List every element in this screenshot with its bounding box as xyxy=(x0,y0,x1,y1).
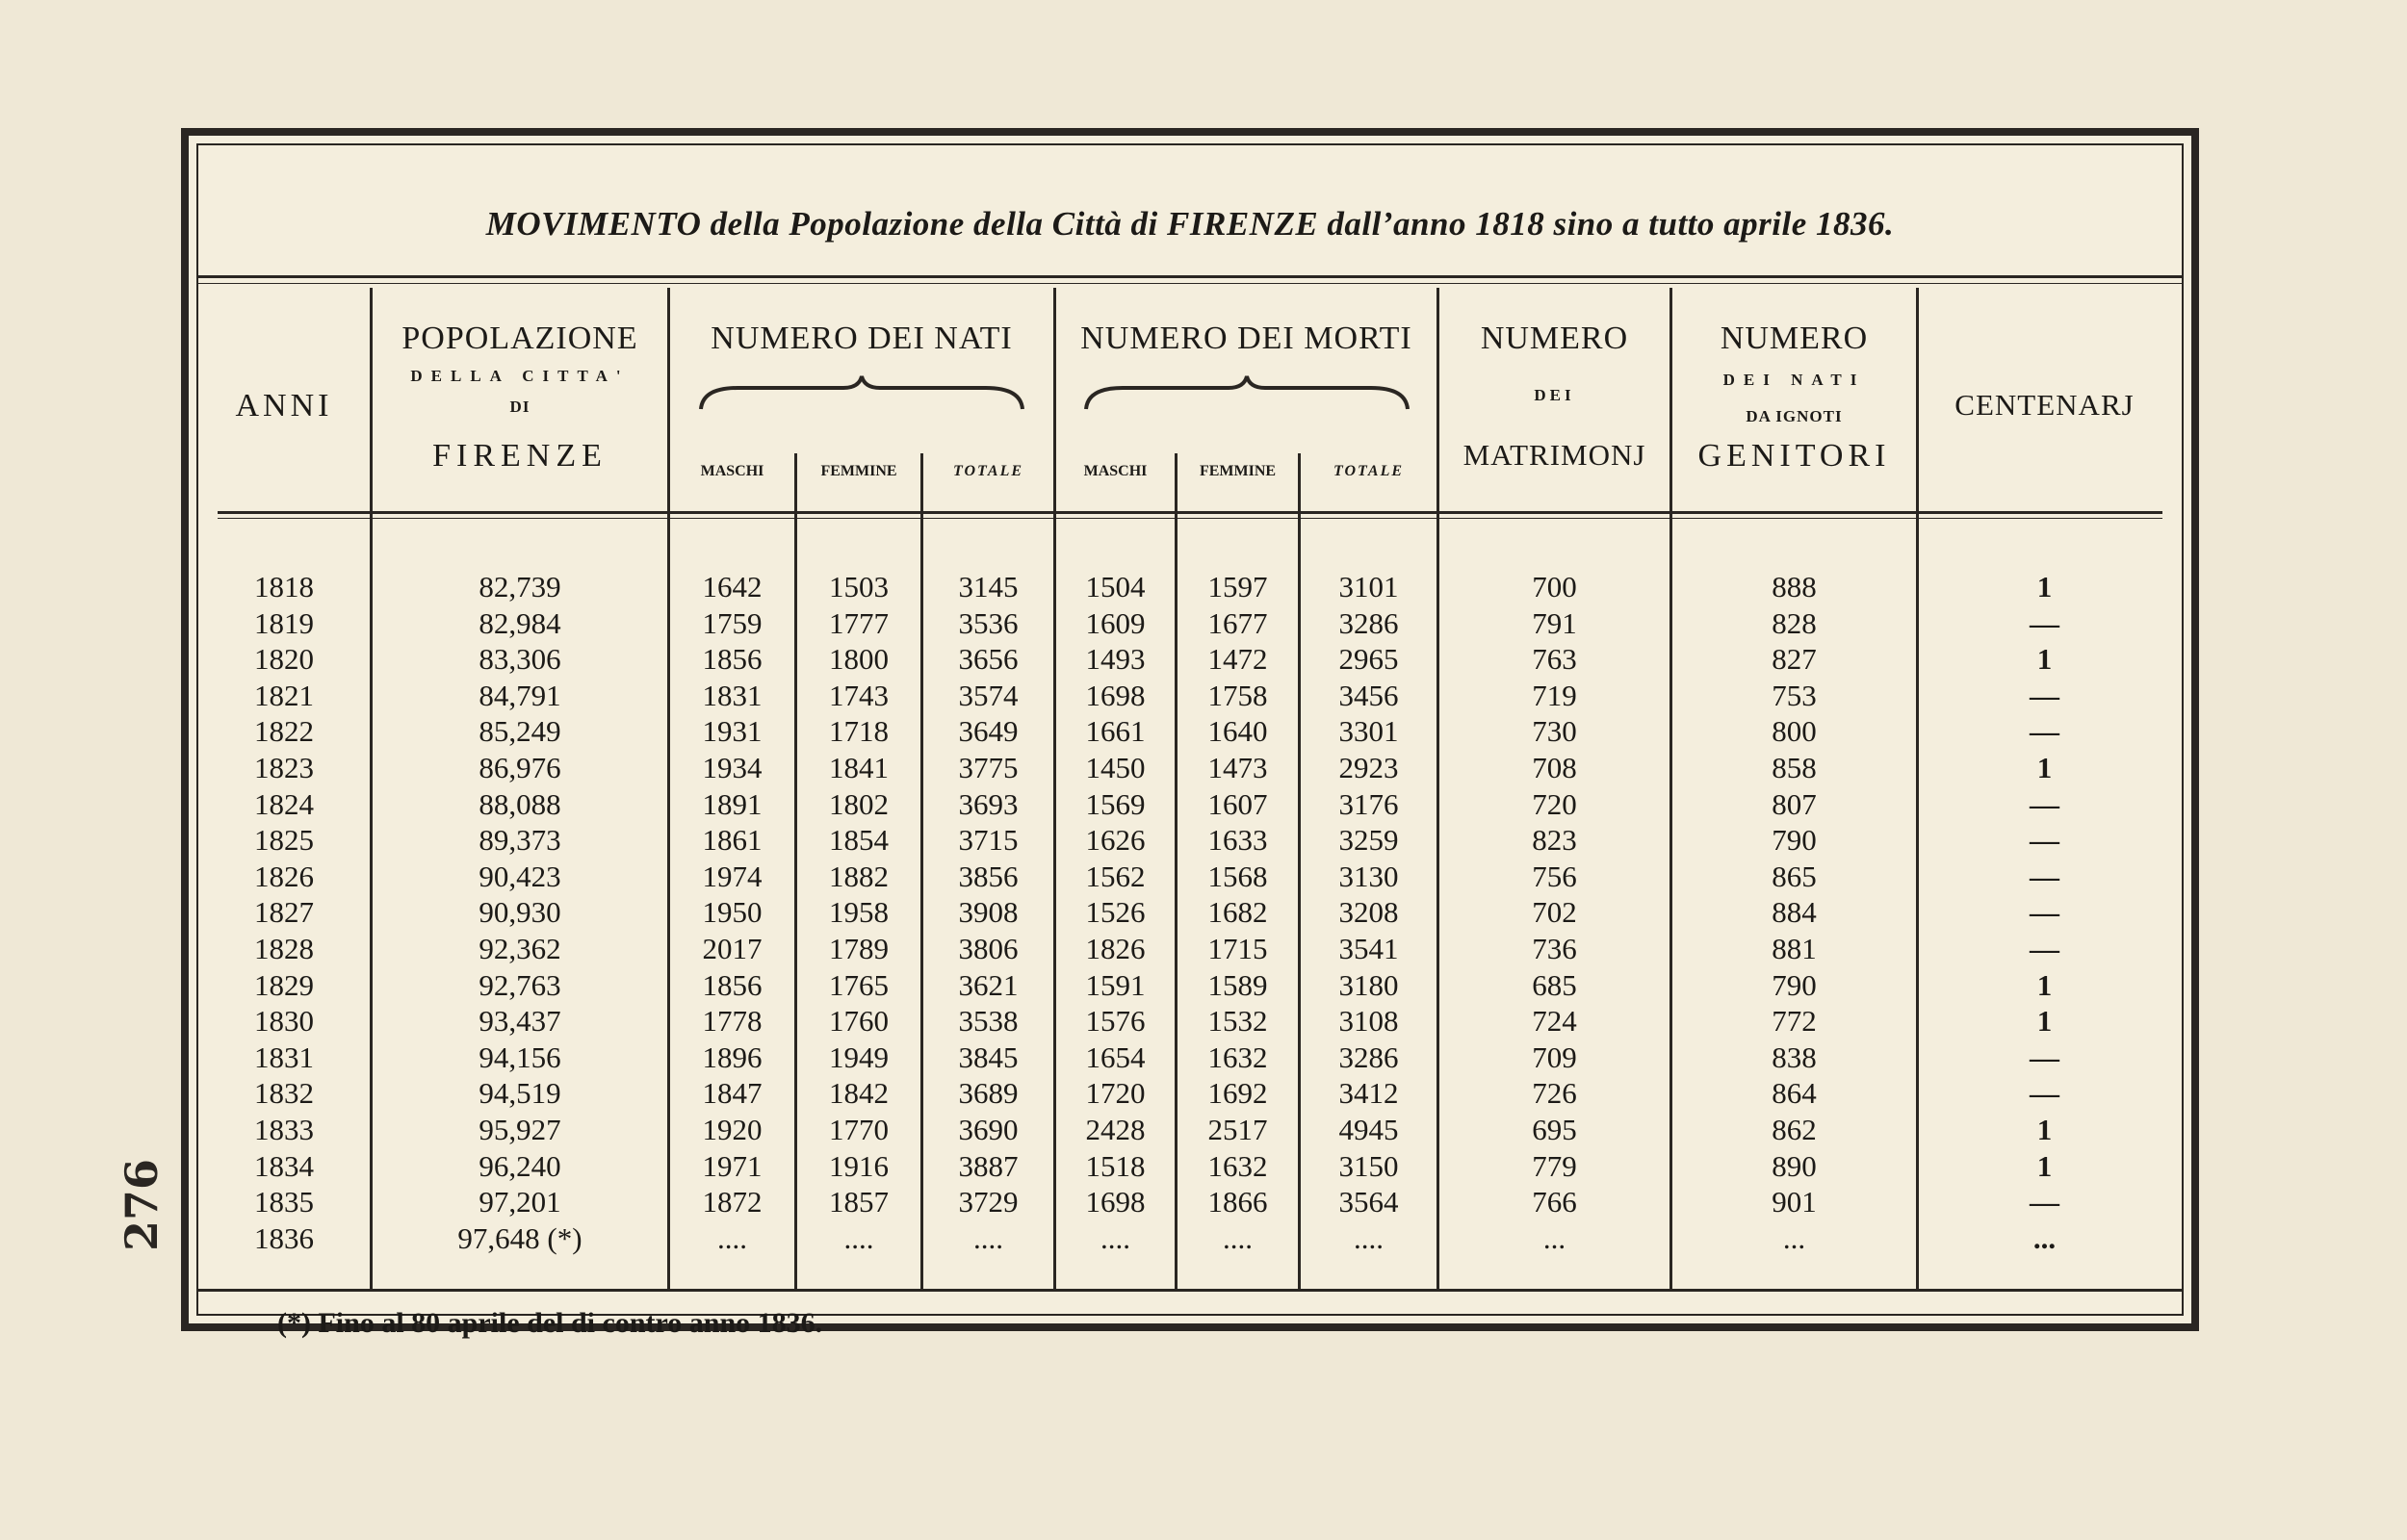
cell-nf: 1857 xyxy=(829,1185,889,1219)
cell-nm: 1872 xyxy=(702,1185,763,1219)
cell-ign: 865 xyxy=(1772,859,1817,893)
header-nati: NUMERO DEI NATI xyxy=(711,321,1013,356)
cell-matr: 779 xyxy=(1532,1148,1577,1183)
cell-mt: 3541 xyxy=(1338,932,1399,965)
table-title: MOVIMENTO della Popolazione della Città di FIRENZE dall’anno 1818 sino a tutto aprile 1836. xyxy=(485,205,1895,243)
cell-nt: 3649 xyxy=(958,714,1019,749)
cell-nt: 3690 xyxy=(958,1113,1019,1146)
cell-mt: 2923 xyxy=(1338,751,1399,784)
cell-mt: 3108 xyxy=(1338,1004,1399,1039)
cell-nm: 1934 xyxy=(702,751,763,784)
header-matrimoni-3: MATRIMONJ xyxy=(1462,438,1646,472)
cell-nf: 1958 xyxy=(829,895,889,930)
cell-nf: 1789 xyxy=(829,932,889,965)
cell-pop: 84,791 xyxy=(479,678,561,712)
cell-mm: 1720 xyxy=(1085,1076,1146,1111)
cell-pop: 86,976 xyxy=(479,751,561,784)
table-row xyxy=(198,822,2170,858)
header-popolazione-1: POPOLAZIONE xyxy=(401,321,638,356)
cell-nt: 3656 xyxy=(958,642,1019,677)
table-row xyxy=(198,1040,2170,1075)
cell-mm: 2428 xyxy=(1085,1113,1146,1146)
cell-mf: 2517 xyxy=(1207,1113,1268,1146)
cell-cen: 1 xyxy=(2036,642,2053,677)
cell-nt: 3145 xyxy=(958,570,1019,603)
cell-mm: 1609 xyxy=(1085,605,1146,640)
cell-cen: — xyxy=(2030,859,2059,893)
cell-pop: 92,362 xyxy=(479,932,561,965)
cell-ign: ... xyxy=(1782,1220,1806,1255)
cell-anno: 1835 xyxy=(254,1185,314,1219)
cell-nm: 1891 xyxy=(702,786,763,821)
title-rule xyxy=(198,275,2182,278)
cell-mt: .... xyxy=(1354,1220,1384,1255)
cell-mm: 1569 xyxy=(1085,786,1146,821)
cell-cen: — xyxy=(2030,678,2059,712)
cell-mf: 1633 xyxy=(1207,823,1268,858)
cell-pop: 95,927 xyxy=(479,1113,561,1146)
cell-cen: — xyxy=(2030,786,2059,821)
cell-nt: 3806 xyxy=(958,932,1019,965)
cell-matr: 791 xyxy=(1532,605,1577,640)
cell-nm: 1778 xyxy=(702,1004,763,1039)
cell-mt: 3286 xyxy=(1338,1040,1399,1074)
cell-ign: 881 xyxy=(1772,932,1817,965)
cell-matr: 823 xyxy=(1532,823,1577,858)
cell-nm: 1861 xyxy=(702,823,763,858)
cell-cen: — xyxy=(2030,714,2059,749)
cell-mf: 1632 xyxy=(1207,1148,1268,1183)
cell-anno: 1818 xyxy=(254,570,314,603)
cell-ign: 753 xyxy=(1772,678,1817,712)
cell-mt: 3412 xyxy=(1338,1076,1399,1111)
cell-nt: 3621 xyxy=(958,967,1019,1002)
cell-mf: 1607 xyxy=(1207,786,1268,821)
cell-pop: 90,423 xyxy=(479,859,561,893)
cell-matr: 730 xyxy=(1532,714,1577,749)
cell-nf: 1854 xyxy=(829,823,889,858)
cell-nf: 1949 xyxy=(829,1040,889,1074)
cell-mf: 1589 xyxy=(1207,967,1268,1002)
cell-pop: 82,739 xyxy=(479,570,561,603)
header-morti-totale: TOTALE xyxy=(1333,463,1405,479)
cell-nt: 3536 xyxy=(958,605,1019,640)
cell-mf: 1568 xyxy=(1207,859,1268,893)
cell-nf: .... xyxy=(843,1220,874,1255)
cell-ign: 838 xyxy=(1772,1040,1817,1074)
cell-pop: 89,373 xyxy=(479,823,561,858)
cell-mf: 1472 xyxy=(1207,642,1268,677)
bottom-rule xyxy=(198,1289,2182,1292)
header-ignoti-4: GENITORI xyxy=(1697,438,1891,474)
cell-pop: 93,437 xyxy=(479,1004,561,1039)
header-morti-femmine: FEMMINE xyxy=(1199,463,1277,479)
brace-nati xyxy=(699,374,1024,413)
cell-cen: 1 xyxy=(2036,1113,2053,1146)
title-rule-2 xyxy=(198,283,2182,284)
cell-anno: 1833 xyxy=(254,1113,314,1146)
cell-mm: 1450 xyxy=(1085,751,1146,784)
header-ignoti-2: DEI NATI xyxy=(1722,371,1866,389)
cell-cen: 1 xyxy=(2036,751,2053,784)
cell-mm: 1504 xyxy=(1085,570,1146,603)
header-morti-maschi: MASCHI xyxy=(1083,463,1148,479)
cell-ign: 807 xyxy=(1772,786,1817,821)
table-row xyxy=(198,1003,2170,1039)
cell-mf: 1677 xyxy=(1207,605,1268,640)
table-row xyxy=(198,786,2170,822)
cell-nm: .... xyxy=(717,1220,747,1255)
cell-pop: 82,984 xyxy=(479,605,561,640)
table-row xyxy=(198,1184,2170,1219)
cell-mf: 1682 xyxy=(1207,895,1268,930)
cell-nt: 3887 xyxy=(958,1148,1019,1183)
cell-nm: 1759 xyxy=(702,605,763,640)
table-row xyxy=(198,859,2170,894)
cell-nf: 1882 xyxy=(829,859,889,893)
cell-matr: 726 xyxy=(1532,1076,1577,1111)
table-row xyxy=(198,605,2170,641)
header-anni: ANNI xyxy=(235,388,333,424)
cell-nt: 3574 xyxy=(958,678,1019,712)
table-row xyxy=(198,1148,2170,1184)
header-morti: NUMERO DEI MORTI xyxy=(1080,321,1412,356)
cell-cen: — xyxy=(2030,823,2059,858)
cell-mm: 1654 xyxy=(1085,1040,1146,1074)
cell-anno: 1824 xyxy=(254,786,314,821)
cell-pop: 83,306 xyxy=(479,642,561,677)
cell-pop: 96,240 xyxy=(479,1148,561,1183)
cell-cen: 1 xyxy=(2036,1004,2053,1039)
header-rule xyxy=(218,511,2162,514)
cell-cen: — xyxy=(2030,1185,2059,1219)
cell-mm: 1591 xyxy=(1085,967,1146,1002)
header-nati-maschi: MASCHI xyxy=(700,463,764,479)
page-number: 276 xyxy=(116,1158,168,1251)
cell-cen: ... xyxy=(2032,1220,2057,1255)
cell-mm: 1698 xyxy=(1085,678,1146,712)
cell-nf: 1916 xyxy=(829,1148,889,1183)
table-row xyxy=(198,750,2170,785)
cell-nf: 1765 xyxy=(829,967,889,1002)
header-popolazione-4: FIRENZE xyxy=(432,438,608,474)
cell-mm: 1826 xyxy=(1085,932,1146,965)
cell-mt: 3286 xyxy=(1338,605,1399,640)
cell-anno: 1825 xyxy=(254,823,314,858)
header-ignoti-1: NUMERO xyxy=(1720,321,1869,356)
cell-mf: 1597 xyxy=(1207,570,1268,603)
cell-mt: 4945 xyxy=(1338,1113,1399,1146)
table-row xyxy=(198,1075,2170,1111)
cell-nf: 1800 xyxy=(829,642,889,677)
cell-nt: 3715 xyxy=(958,823,1019,858)
cell-anno: 1827 xyxy=(254,895,314,930)
footnote: (*) Fino al 80 aprile del di contro anno 1836. xyxy=(277,1307,823,1339)
cell-mt: 3208 xyxy=(1338,895,1399,930)
cell-matr: 709 xyxy=(1532,1040,1577,1074)
cell-anno: 1830 xyxy=(254,1004,314,1039)
cell-ign: 862 xyxy=(1772,1113,1817,1146)
cell-pop: 88,088 xyxy=(479,786,561,821)
table-row xyxy=(198,641,2170,677)
cell-cen: — xyxy=(2030,1076,2059,1111)
cell-matr: 695 xyxy=(1532,1113,1577,1146)
cell-nm: 1847 xyxy=(702,1076,763,1111)
brace-morti xyxy=(1084,374,1410,413)
cell-mt: 3259 xyxy=(1338,823,1399,858)
cell-cen: 1 xyxy=(2036,1148,2053,1183)
header-popolazione-2: DELLA CITTA' xyxy=(410,367,630,385)
cell-matr: 702 xyxy=(1532,895,1577,930)
cell-mt: 3130 xyxy=(1338,859,1399,893)
cell-matr: 766 xyxy=(1532,1185,1577,1219)
cell-nt: 3729 xyxy=(958,1185,1019,1219)
cell-nf: 1503 xyxy=(829,570,889,603)
cell-mf: 1640 xyxy=(1207,714,1268,749)
cell-pop: 97,201 xyxy=(479,1185,561,1219)
table-row xyxy=(198,1112,2170,1147)
cell-mm: 1493 xyxy=(1085,642,1146,677)
cell-mm: 1518 xyxy=(1085,1148,1146,1183)
cell-anno: 1829 xyxy=(254,967,314,1002)
cell-cen: — xyxy=(2030,895,2059,930)
cell-cen: 1 xyxy=(2036,570,2053,603)
cell-mf: 1866 xyxy=(1207,1185,1268,1219)
cell-nt: .... xyxy=(973,1220,1003,1255)
cell-mm: 1562 xyxy=(1085,859,1146,893)
cell-ign: 890 xyxy=(1772,1148,1817,1183)
cell-ign: 772 xyxy=(1772,1004,1817,1039)
cell-mm: 1626 xyxy=(1085,823,1146,858)
cell-cen: — xyxy=(2030,932,2059,965)
cell-cen: 1 xyxy=(2036,967,2053,1002)
cell-anno: 1822 xyxy=(254,714,314,749)
cell-ign: 858 xyxy=(1772,751,1817,784)
cell-mm: 1698 xyxy=(1085,1185,1146,1219)
cell-mf: 1532 xyxy=(1207,1004,1268,1039)
table-row xyxy=(198,967,2170,1003)
cell-nm: 1974 xyxy=(702,859,763,893)
cell-nf: 1743 xyxy=(829,678,889,712)
cell-pop: 94,156 xyxy=(479,1040,561,1074)
cell-ign: 827 xyxy=(1772,642,1817,677)
cell-nm: 1920 xyxy=(702,1113,763,1146)
cell-anno: 1821 xyxy=(254,678,314,712)
table-row xyxy=(198,894,2170,930)
cell-matr: 708 xyxy=(1532,751,1577,784)
cell-mt: 3101 xyxy=(1338,570,1399,603)
cell-anno: 1819 xyxy=(254,605,314,640)
cell-nm: 1950 xyxy=(702,895,763,930)
cell-nf: 1841 xyxy=(829,751,889,784)
cell-mt: 2965 xyxy=(1338,642,1399,677)
table-row xyxy=(198,931,2170,966)
cell-nm: 1642 xyxy=(702,570,763,603)
cell-anno: 1834 xyxy=(254,1148,314,1183)
cell-nf: 1718 xyxy=(829,714,889,749)
table-frame xyxy=(181,128,2199,1331)
cell-cen: — xyxy=(2030,1040,2059,1074)
cell-anno: 1831 xyxy=(254,1040,314,1074)
table-row xyxy=(198,678,2170,713)
cell-nm: 1831 xyxy=(702,678,763,712)
cell-nf: 1802 xyxy=(829,786,889,821)
cell-matr: ... xyxy=(1542,1220,1566,1255)
header-nati-femmine: FEMMINE xyxy=(820,463,897,479)
cell-nt: 3775 xyxy=(958,751,1019,784)
cell-nt: 3845 xyxy=(958,1040,1019,1074)
cell-mt: 3564 xyxy=(1338,1185,1399,1219)
cell-nf: 1842 xyxy=(829,1076,889,1111)
cell-mt: 3180 xyxy=(1338,967,1399,1002)
cell-cen: — xyxy=(2030,605,2059,640)
table-row xyxy=(198,569,2170,604)
cell-nf: 1770 xyxy=(829,1113,889,1146)
cell-mt: 3176 xyxy=(1338,786,1399,821)
cell-nm: 2017 xyxy=(702,932,763,965)
cell-matr: 700 xyxy=(1532,570,1577,603)
cell-matr: 685 xyxy=(1532,967,1577,1002)
cell-pop: 94,519 xyxy=(479,1076,561,1111)
header-nati-totale: TOTALE xyxy=(952,463,1024,479)
cell-mm: 1661 xyxy=(1085,714,1146,749)
cell-nm: 1856 xyxy=(702,642,763,677)
header-ignoti-3: DA IGNOTI xyxy=(1746,407,1843,425)
header-matrimoni-1: NUMERO xyxy=(1480,321,1629,356)
cell-pop: 90,930 xyxy=(479,895,561,930)
cell-mf: 1692 xyxy=(1207,1076,1268,1111)
table-row xyxy=(198,713,2170,749)
cell-nf: 1777 xyxy=(829,605,889,640)
cell-mt: 3301 xyxy=(1338,714,1399,749)
cell-anno: 1836 xyxy=(254,1220,314,1255)
header-centenari: CENTENARJ xyxy=(1954,388,2135,422)
cell-matr: 763 xyxy=(1532,642,1577,677)
cell-mf: .... xyxy=(1223,1220,1253,1255)
cell-matr: 720 xyxy=(1532,786,1577,821)
cell-mf: 1715 xyxy=(1207,932,1268,965)
cell-ign: 888 xyxy=(1772,570,1817,603)
cell-nt: 3856 xyxy=(958,859,1019,893)
cell-anno: 1826 xyxy=(254,859,314,893)
cell-pop: 97,648 (*) xyxy=(457,1220,582,1255)
cell-ign: 828 xyxy=(1772,605,1817,640)
cell-nt: 3693 xyxy=(958,786,1019,821)
header-popolazione-3: DI xyxy=(509,398,531,416)
cell-nt: 3538 xyxy=(958,1004,1019,1039)
cell-mf: 1758 xyxy=(1207,678,1268,712)
cell-pop: 85,249 xyxy=(479,714,561,749)
cell-nt: 3689 xyxy=(958,1076,1019,1111)
table-row xyxy=(198,1220,2170,1256)
header-rule-2 xyxy=(218,518,2162,519)
cell-anno: 1828 xyxy=(254,932,314,965)
cell-ign: 864 xyxy=(1772,1076,1817,1111)
cell-matr: 719 xyxy=(1532,678,1577,712)
table-inner-border xyxy=(196,143,2184,1316)
cell-matr: 756 xyxy=(1532,859,1577,893)
cell-anno: 1820 xyxy=(254,642,314,677)
cell-mm: .... xyxy=(1100,1220,1130,1255)
cell-mm: 1526 xyxy=(1085,895,1146,930)
header-matrimoni-2: DEI xyxy=(1534,386,1575,404)
cell-anno: 1832 xyxy=(254,1076,314,1111)
cell-ign: 884 xyxy=(1772,895,1817,930)
cell-nm: 1931 xyxy=(702,714,763,749)
cell-mf: 1473 xyxy=(1207,751,1268,784)
cell-ign: 901 xyxy=(1772,1185,1817,1219)
cell-pop: 92,763 xyxy=(479,967,561,1002)
cell-matr: 724 xyxy=(1532,1004,1577,1039)
cell-ign: 790 xyxy=(1772,823,1817,858)
cell-ign: 800 xyxy=(1772,714,1817,749)
cell-nm: 1856 xyxy=(702,967,763,1002)
cell-mm: 1576 xyxy=(1085,1004,1146,1039)
cell-mt: 3456 xyxy=(1338,678,1399,712)
cell-mt: 3150 xyxy=(1338,1148,1399,1183)
cell-nf: 1760 xyxy=(829,1004,889,1039)
cell-anno: 1823 xyxy=(254,751,314,784)
cell-nm: 1971 xyxy=(702,1148,763,1183)
cell-ign: 790 xyxy=(1772,967,1817,1002)
cell-matr: 736 xyxy=(1532,932,1577,965)
cell-nt: 3908 xyxy=(958,895,1019,930)
cell-mf: 1632 xyxy=(1207,1040,1268,1074)
cell-nm: 1896 xyxy=(702,1040,763,1074)
